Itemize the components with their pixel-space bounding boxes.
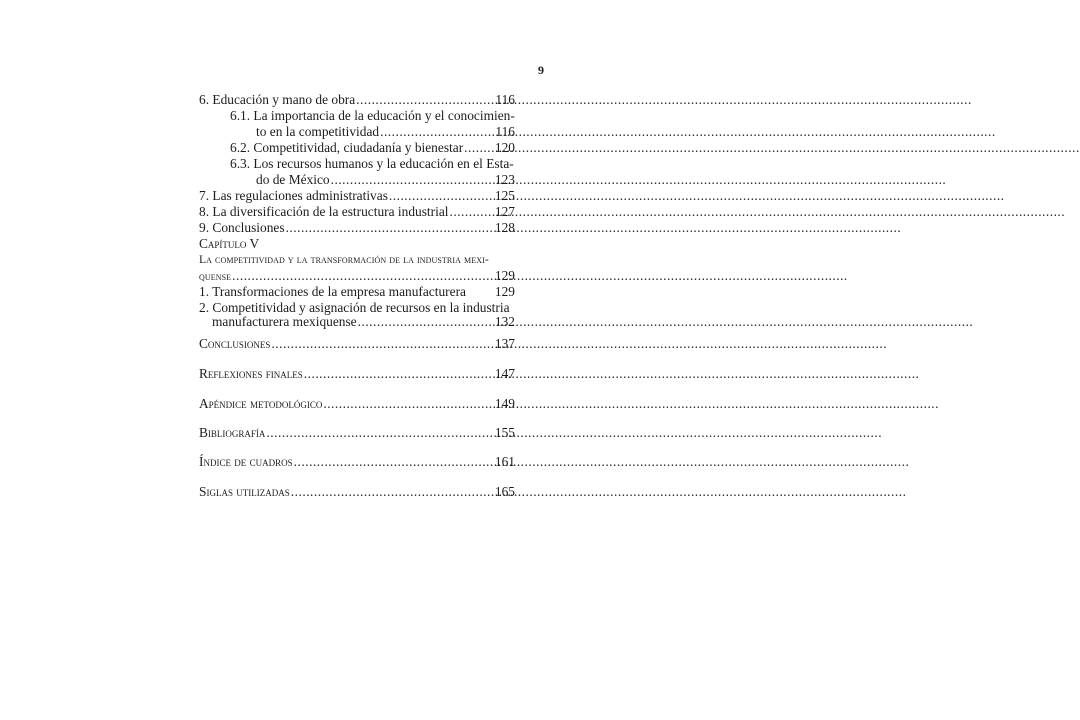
toc-entry-title: 8. La diversificación de la estructura industrial bbox=[199, 204, 449, 219]
toc-entry-title: to en la competitividad bbox=[256, 124, 380, 139]
toc-entry-page: 147 bbox=[494, 366, 515, 381]
toc-entry-title: Siglas utilizadas bbox=[199, 484, 290, 499]
toc-entry-title: 6.3. Los recursos humanos y la educación en el Esta- bbox=[230, 156, 514, 171]
toc-entry-page: 116 bbox=[495, 124, 515, 139]
dot-leader bbox=[291, 484, 907, 500]
toc-entry-title: 1. Transformaciones de la empresa manufacturera bbox=[199, 284, 466, 299]
toc-entry-apendice-metodologico bbox=[199, 396, 515, 412]
toc-entry bbox=[199, 156, 515, 172]
toc-entry-page: 149 bbox=[494, 396, 515, 411]
dot-leader bbox=[232, 268, 848, 284]
dot-leader bbox=[380, 124, 996, 140]
toc-entry bbox=[199, 172, 515, 188]
toc-entry-title: 6. Educación y mano de obra bbox=[199, 92, 356, 107]
dot-leader bbox=[331, 172, 947, 188]
chapter-title-line bbox=[199, 252, 515, 268]
chapter-label: Capítulo V bbox=[199, 236, 260, 251]
toc-entry bbox=[199, 268, 515, 284]
toc-entry bbox=[199, 204, 515, 220]
toc-entry-title: 9. Conclusiones bbox=[199, 220, 285, 235]
toc-entry-page: 125 bbox=[494, 188, 515, 203]
toc-entry bbox=[199, 124, 515, 140]
dot-leader bbox=[356, 92, 972, 108]
toc-entry-indice-de-cuadros bbox=[199, 454, 515, 470]
toc-entry-title: Bibliografía bbox=[199, 425, 266, 440]
dot-leader bbox=[304, 366, 920, 382]
toc-entry-title: do de México bbox=[256, 172, 330, 187]
toc-entry-siglas-utilizadas bbox=[199, 484, 515, 500]
toc-entry bbox=[199, 140, 515, 156]
dot-leader bbox=[294, 454, 910, 470]
toc-entry-page: 161 bbox=[494, 454, 515, 469]
toc-entry-conclusiones bbox=[199, 336, 515, 352]
toc-entry-title: 6.2. Competitividad, ciudadanía y bienestar bbox=[230, 140, 464, 155]
toc-entry bbox=[199, 92, 515, 108]
toc-entry bbox=[199, 284, 515, 300]
toc-entry-title: Conclusiones bbox=[199, 336, 271, 351]
toc-entry-title: 6.1. La importancia de la educación y el conocimien- bbox=[230, 108, 515, 123]
toc-entry-title: 7. Las regulaciones administrativas bbox=[199, 188, 388, 203]
toc-entry-page: 129 bbox=[494, 284, 515, 299]
toc-entry-bibliografia bbox=[199, 425, 515, 441]
toc-entry bbox=[199, 108, 515, 124]
toc-entry-page: 155 bbox=[494, 425, 515, 440]
dot-leader bbox=[464, 140, 1080, 156]
toc-entry bbox=[199, 314, 515, 330]
toc-entry-page: 123 bbox=[494, 172, 515, 187]
dot-leader bbox=[271, 336, 887, 352]
toc-entry-title: Reflexiones finales bbox=[199, 366, 303, 381]
toc-entry-page: 165 bbox=[494, 484, 515, 499]
toc-entry-title: Índice de cuadros bbox=[199, 454, 293, 469]
chapter-title: La competitividad y la transformación de la industria mexi- bbox=[199, 253, 489, 266]
dot-leader bbox=[450, 204, 1066, 220]
dot-leader bbox=[266, 425, 882, 441]
dot-leader bbox=[358, 314, 974, 330]
page-number: 9 bbox=[538, 63, 544, 77]
toc-entry-title: manufacturera mexiquense bbox=[212, 314, 357, 329]
toc-entry-page: 128 bbox=[494, 220, 515, 235]
toc-entry bbox=[199, 188, 515, 204]
toc-entry-page: 129 bbox=[494, 268, 515, 283]
toc-entry-title: 2. Competitividad y asignación de recursos en la industria bbox=[199, 300, 510, 315]
dot-leader bbox=[286, 220, 902, 236]
chapter-title-continuation: quense bbox=[199, 270, 232, 283]
toc-entry-page: 116 bbox=[495, 92, 515, 107]
dot-leader bbox=[323, 396, 939, 412]
toc-entry-page: 132 bbox=[494, 314, 515, 329]
toc-entry-title: Apéndice metodológico bbox=[199, 396, 323, 411]
toc-entry-page: 127 bbox=[494, 204, 515, 219]
toc-entry-page: 137 bbox=[494, 336, 515, 351]
toc-entry-page: 120 bbox=[494, 140, 515, 155]
toc-entry bbox=[199, 220, 515, 236]
toc-entry-reflexiones-finales bbox=[199, 366, 515, 382]
